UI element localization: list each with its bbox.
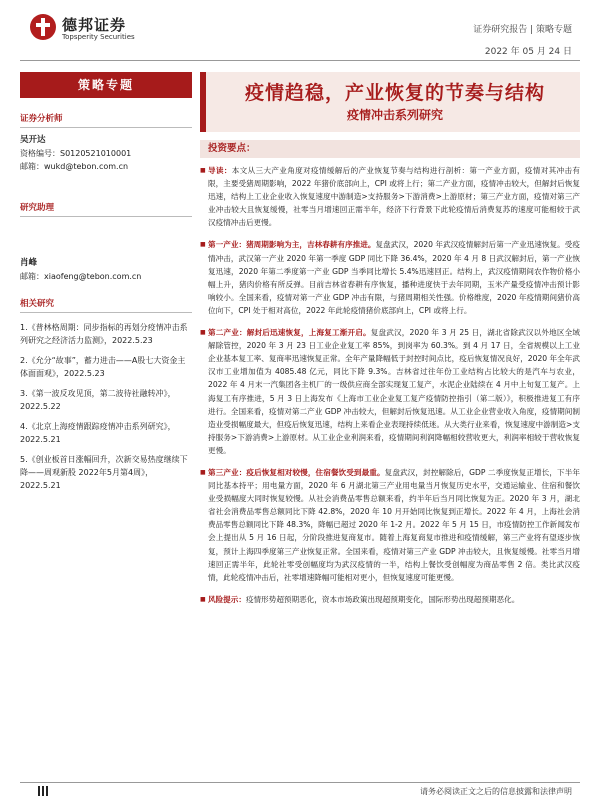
analyst-email: 邮箱：wukd@tebon.com.cn [20, 162, 129, 171]
paragraph-body: 本文从三大产业角度对疫情缓解后的产业恢复节奏与结构进行剖析：第一产业方面，疫情对其冲击有限，主要受猪周期影响，2022 年猪价底部向上，CPI 或将上行；第二产业方面，疫情冲击较大，但解封后恢复迅速，结构上工业企业收入恢复速度中游制造>支持服务>下游消费>上游原材；第三产业方面，疫情对第三产业冲击较大且恢复缓慢，社零当月增速回正需半年，经济下行背景下此轮疫情后消费复苏的速度可能相较于武汉疫情冲击后更慢。 [208, 166, 580, 228]
report-type: 证券研究报告 | 策略专题 [473, 25, 572, 35]
footer-divider [20, 782, 580, 783]
header-divider [20, 60, 580, 61]
paragraph-lead: 第一产业：猪周期影响为主，吉林春耕有序推进。 [208, 240, 376, 250]
report-title: 疫情趋稳，产业恢复的节奏与结构 [244, 82, 545, 104]
sidebar [20, 72, 192, 499]
company-name-cn: 德邦证券 [62, 16, 127, 34]
qr-code-icon [38, 786, 48, 796]
risk-warning-paragraph [200, 593, 580, 606]
paragraph-lead: 导读： [208, 166, 232, 175]
analyst-info [20, 134, 192, 173]
company-name-en: Topsperity Securities [62, 33, 135, 41]
company-logo-icon [30, 14, 56, 40]
key-point-paragraph [200, 164, 580, 229]
assistant-section-title: 研究助理 [20, 201, 192, 217]
title-band [200, 72, 580, 132]
paragraph-body: 复盘武汉，2020 年武汉疫情解封后第一产业迅速恢复。受疫情冲击，武汉第一产业 2020 年第一季度 GDP 同比下降 36.4%，2020 年 4 月 8 日武汉解封后，第一产业恢复迅速，2020 年第二季度第一产业 GDP 当季同比增长 5.4%迅速回正。结构上，武汉疫情期间农作物价格小幅上升，猪肉价格有所反弹。目前吉林省春耕有序恢复，播种进度快于去年同期，玉米产量受疫情冲击预计影响较小。全国来看，疫情对第一产业 GDP 冲击有限，与猪周期相关性强。价格维度，2020 年疫情期间猪价高位向下，CPI 处于相对高位，2022 年此轮疫情猪价底部向上，CPI 或将上行。 [208, 240, 580, 315]
report-subtitle: 疫情冲击系列研究 [346, 108, 443, 122]
paragraph-lead: 第二产业：解封后迅速恢复，上海复工渐开启。 [208, 328, 371, 338]
page-header [0, 0, 600, 62]
key-points-heading: 投资要点： [200, 140, 580, 158]
related-report-item[interactable]: 4.《北京上海疫情跟踪疫情冲击系列研究》，2022.5.21 [20, 422, 176, 444]
key-point-paragraph [200, 466, 580, 584]
report-date: 2022 年 05 月 24 日 [484, 47, 572, 57]
paragraph-lead: 第三产业：疫后恢复相对较慢，住宿餐饮受到最重。 [208, 467, 385, 477]
paragraph-lead: 风险提示： [208, 594, 246, 604]
analyst-section-title: 证券分析师 [20, 112, 192, 128]
assistant-email: 邮箱：xiaofeng@tebon.com.cn [20, 272, 142, 281]
related-report-item[interactable]: 5.《创业板首日涨幅回升，次新交易热度继续下降——周观新股 2022年5月第4周》，2022.5.21 [20, 455, 188, 490]
related-report-item[interactable]: 2.《允分“故事”，蓄力进击——A股七大资金主体面面观》，2022.5.23 [20, 356, 186, 378]
footer-disclaimer: 请务必阅读正文之后的信息披露和法律声明 [420, 787, 572, 796]
related-reports-list [20, 321, 192, 492]
related-report-item[interactable]: 1.《普林格周期：同步指标的再划分疫情冲击系列研究之经济活力监测》，2022.5.23 [20, 323, 188, 345]
main-content [200, 72, 580, 606]
related-report-item[interactable]: 3.《第一波反攻见顶，第二波待社融转冲》，2022.5.22 [20, 389, 176, 411]
key-point-paragraph [200, 326, 580, 457]
key-point-paragraph [200, 238, 580, 317]
assistant-name: 肖峰 [20, 258, 38, 268]
paragraph-body: 复盘武汉，封控解除后，GDP 二季度恢复正增长，下半年同比基本持平；用电量方面，2020 年 6 月湖北第三产业用电量当月恢复历史水平，交通运输业、住宿和餐饮业受损幅度大同时恢复较慢。从社会消费品零售总额来看，约半年后当月同比恢复为正。2020 年 3 月，湖北省社会消费品零售总额同比下降 42.8%，2020 年 10 月开始同比恢复到正增长。2022 年 4 月，上海社会消费品零售总额同比下降 48.3%，降幅已超过 2020 年 1-2 月。2022 年 5 月 15 日，市疫情防控工作新闻发布会上提出从 5 月 16 日起，分阶段推进复商复市。随着上海复商复市推进和疫情缓解，第三产业将有望逐步恢复，预计上海四季度第三产业恢复正常。全国来看，疫情对第三产业 GDP 冲击较大，且恢复缓慢。社零当月增速回正需半年，此轮社零受创幅度均为武汉疫情的一半，结构上餐饮受创幅度为商品零售 2 倍。类比武汉疫情，此轮疫情冲击后，社零增速降幅可能相对更小，但恢复速度可能更慢。 [208, 467, 580, 582]
assistant-info [20, 257, 192, 283]
analyst-cert: 资格编号：S0120521010001 [20, 149, 132, 158]
category-label: 策略专题 [20, 72, 192, 98]
paragraph-body: 疫情形势超预期恶化，资本市场政策出现超预期变化，国际形势出现超预期恶化。 [245, 594, 520, 604]
related-section-title: 相关研究 [20, 297, 192, 313]
paragraph-body: 复盘武汉，2020 年 3 月 25 日，湖北省除武汉以外地区全域解除管控，2020 年 3 月 23 日工业企业复工率 85%，到岗率为 60.3%。到 4 月 17 日，全省规模以上工业企业基本复工率、复商率迅速恢复正常。全年产量降幅低于封控时间点比，疫后恢复情况良好，2020 年全年武汉市工业增加值为 4085.48 亿元，同比下降 9.3%。吉林省过往年份工业结构占比较大的是汽车与农业，2022 年 4 月末一汽集团各主机厂的一级供应商全部实现复工复产，水泥企业陆续在 4 月中上旬复工复产。上海复工有序推进，5 月 3 日上海发布《上海市工业企业复工复产疫情防控指引（第二版）》，积极推进复工有序进行。全国来看，疫情对第二产业 GDP 冲击较大，但解封后恢复迅速。从工业企业营业收入角度，疫情期间制造业受损幅度最大，但疫后恢复迅速，结构上来看企业表现持续低迷。从大类行业来看，恢复速度中游制造>支持服务>下游消费>上游原材。从工业企业利润来看，疫情期间利润降幅相较营收更大，利润率相较于营收恢复更慢。 [208, 328, 581, 455]
analyst-name: 吴开达 [20, 135, 46, 145]
